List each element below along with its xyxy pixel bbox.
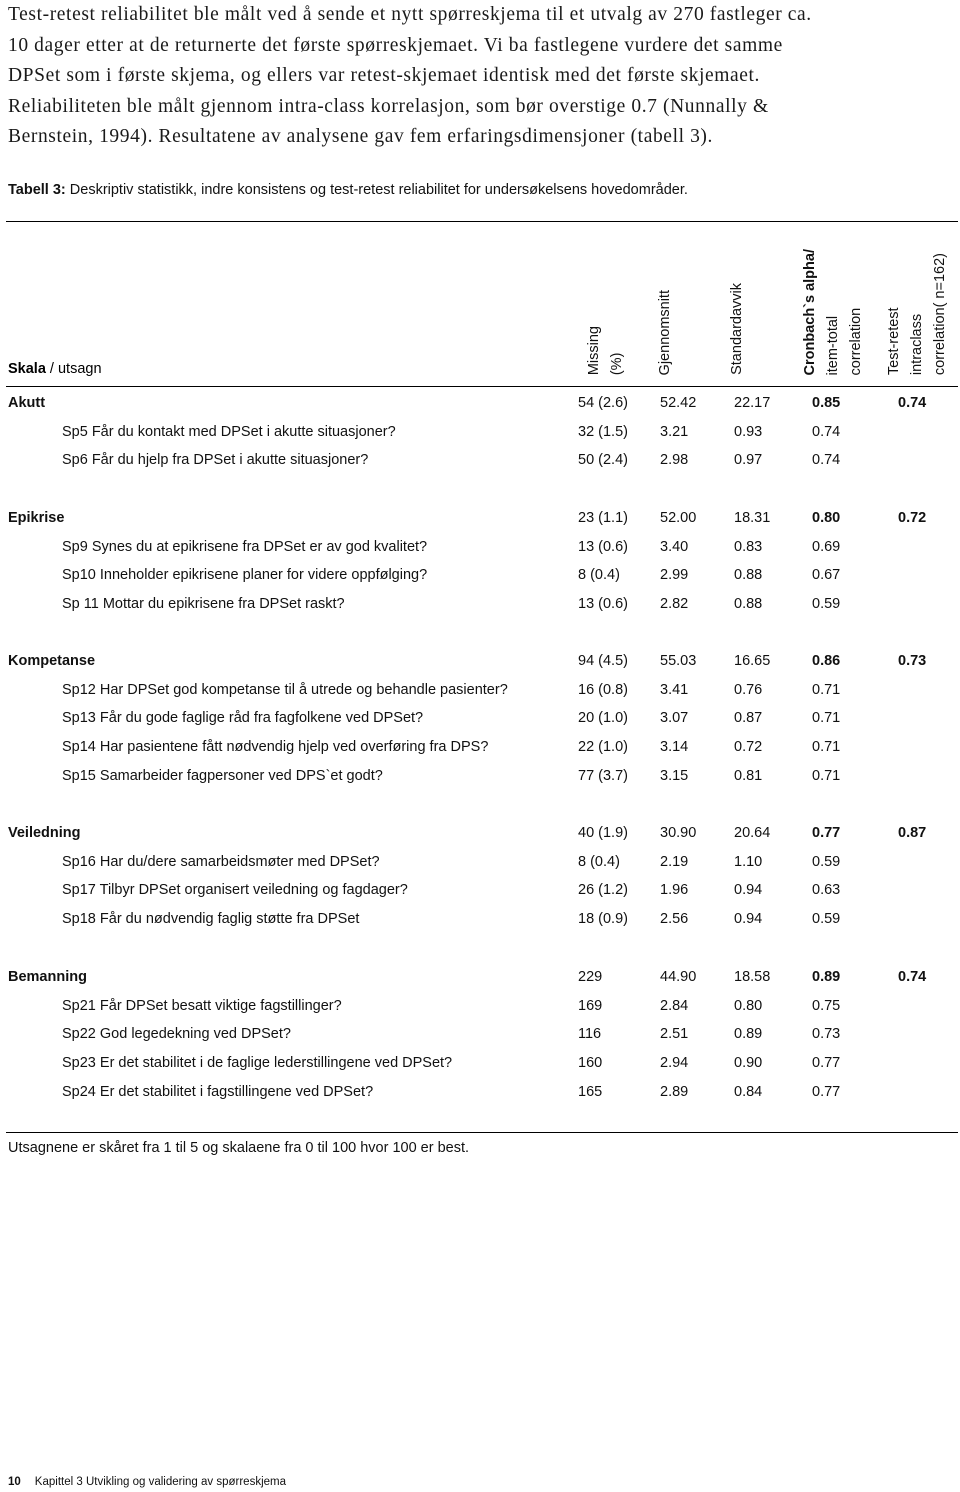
sd-cell: 0.81 <box>734 768 763 784</box>
item-statement: Sp24 Er det stabilitet i fagstillingene ved DPSet? <box>62 1084 374 1100</box>
alpha-cell: 0.59 <box>812 854 841 870</box>
item-statement: Sp14 Har pasientene fått nødvendig hjelp ved overføring fra DPS? <box>62 739 489 755</box>
mean-cell: 3.41 <box>660 682 689 698</box>
missing-cell: 165 <box>578 1084 603 1100</box>
scale-name: Epikrise <box>8 510 65 526</box>
item-row <box>0 564 960 586</box>
mean-cell: 52.00 <box>660 510 697 526</box>
alpha-cell: 0.59 <box>812 596 841 612</box>
sd-cell: 0.89 <box>734 1026 763 1042</box>
item-row <box>0 736 960 758</box>
mean-cell: 3.40 <box>660 539 689 555</box>
item-statement: Sp10 Inneholder epikrisene planer for videre oppfølging? <box>62 567 428 583</box>
header-icc-line: intraclass <box>909 313 925 375</box>
table-caption <box>8 180 953 200</box>
sd-cell: 18.31 <box>734 510 771 526</box>
mean-cell: 44.90 <box>660 969 697 985</box>
mean-cell: 2.94 <box>660 1055 689 1071</box>
missing-cell: 18 (0.9) <box>578 911 628 927</box>
intro-line: Bernstein, 1994). Resultatene av analysene gav fem erfaringsdimensjoner (tabell 3). <box>8 126 713 147</box>
alpha-cell: 0.75 <box>812 998 841 1014</box>
alpha-cell: 0.71 <box>812 768 841 784</box>
header-mean <box>654 290 677 375</box>
item-row <box>0 449 960 471</box>
alpha-cell: 0.77 <box>812 825 841 841</box>
item-statement: Sp17 Tilbyr DPSet organisert veiledning og fagdager? <box>62 882 408 898</box>
sd-cell: 0.88 <box>734 567 763 583</box>
missing-cell: 229 <box>578 969 603 985</box>
scale-row <box>0 507 960 529</box>
mean-cell: 2.84 <box>660 998 689 1014</box>
item-row <box>0 421 960 443</box>
header-skala: Skala <box>8 361 46 377</box>
item-statement: Sp22 God legedekning ved DPSet? <box>62 1026 291 1042</box>
mean-cell: 52.42 <box>660 395 697 411</box>
missing-cell: 13 (0.6) <box>578 539 628 555</box>
missing-cell: 23 (1.1) <box>578 510 628 526</box>
header-icc-line: Test-retest <box>886 307 902 375</box>
mean-cell: 2.89 <box>660 1084 689 1100</box>
item-statement: Sp 11 Mottar du epikrisene fra DPSet raskt? <box>62 596 345 612</box>
missing-cell: 94 (4.5) <box>578 653 628 669</box>
mean-cell: 3.21 <box>660 424 689 440</box>
alpha-cell: 0.73 <box>812 1026 841 1042</box>
header-alpha-line: correlation <box>848 307 864 375</box>
header-missing-line: Missing <box>586 325 602 375</box>
header-icc-line: correlation( n=162) <box>932 252 948 375</box>
item-statement: Sp9 Synes du at epikrisene fra DPSet er av god kvalitet? <box>62 539 428 555</box>
intro-line: Test-retest reliabilitet ble målt ved å sende et nytt spørreskjema til et utvalg av 270 fastleger ca. <box>8 4 812 25</box>
missing-cell: 169 <box>578 998 603 1014</box>
sd-cell: 18.58 <box>734 969 771 985</box>
header-sd-line: Standardavvik <box>729 283 745 375</box>
alpha-cell: 0.69 <box>812 539 841 555</box>
mean-cell: 2.98 <box>660 452 689 468</box>
sd-cell: 0.76 <box>734 682 763 698</box>
mean-cell: 2.51 <box>660 1026 689 1042</box>
alpha-cell: 0.80 <box>812 510 841 526</box>
header-alpha-line: item-total <box>825 315 841 375</box>
missing-cell: 22 (1.0) <box>578 739 628 755</box>
item-statement: Sp18 Får du nødvendig faglig støtte fra DPSet <box>62 911 360 927</box>
sd-cell: 0.88 <box>734 596 763 612</box>
header-utsagn: / utsagn <box>45 361 102 377</box>
item-row <box>0 1081 960 1103</box>
header-missing <box>583 326 629 375</box>
scale-row <box>0 966 960 988</box>
sd-cell: 0.93 <box>734 424 763 440</box>
scale-row <box>0 392 960 414</box>
missing-cell: 77 (3.7) <box>578 768 628 784</box>
item-statement: Sp21 Får DPSet besatt viktige fagstillinger? <box>62 998 342 1014</box>
icc-cell: 0.74 <box>898 395 927 411</box>
scale-name: Akutt <box>8 395 46 411</box>
sd-cell: 0.94 <box>734 911 763 927</box>
alpha-cell: 0.71 <box>812 710 841 726</box>
page-footer-text: Kapittel 3 Utvikling og validering av spørreskjema <box>34 1476 286 1488</box>
scale-name: Bemanning <box>8 969 87 985</box>
alpha-cell: 0.77 <box>812 1084 841 1100</box>
sd-cell: 16.65 <box>734 653 771 669</box>
missing-cell: 54 (2.6) <box>578 395 628 411</box>
alpha-cell: 0.74 <box>812 452 841 468</box>
scale-row <box>0 650 960 672</box>
alpha-cell: 0.85 <box>812 395 841 411</box>
item-row <box>0 707 960 729</box>
alpha-cell: 0.63 <box>812 882 841 898</box>
item-row <box>0 995 960 1017</box>
missing-cell: 26 (1.2) <box>578 882 628 898</box>
missing-cell: 40 (1.9) <box>578 825 628 841</box>
missing-cell: 160 <box>578 1055 603 1071</box>
mean-cell: 2.56 <box>660 911 689 927</box>
table-footnote: Utsagnene er skåret fra 1 til 5 og skalaene fra 0 til 100 hvor 100 er best. <box>8 1140 470 1156</box>
item-statement: Sp13 Får du gode faglige råd fra fagfolkene ved DPSet? <box>62 710 424 726</box>
item-row <box>0 1052 960 1074</box>
item-row <box>0 679 960 701</box>
alpha-cell: 0.74 <box>812 424 841 440</box>
icc-cell: 0.73 <box>898 653 927 669</box>
header-alpha-line: Cronbach`s alpha/ <box>802 248 818 375</box>
scale-name: Veiledning <box>8 825 81 841</box>
sd-cell: 0.84 <box>734 1084 763 1100</box>
page-number: 10 <box>8 1476 21 1488</box>
sd-cell: 0.97 <box>734 452 763 468</box>
missing-cell: 116 <box>578 1026 602 1042</box>
item-row <box>0 536 960 558</box>
item-row <box>0 593 960 615</box>
sd-cell: 0.87 <box>734 710 763 726</box>
header-alpha <box>799 249 868 376</box>
item-statement: Sp6 Får du hjelp fra DPSet i akutte situasjoner? <box>62 452 369 468</box>
scale-name: Kompetanse <box>8 653 96 669</box>
header-mean-line: Gjennomsnitt <box>657 289 673 375</box>
mean-cell: 2.99 <box>660 567 689 583</box>
sd-cell: 0.72 <box>734 739 763 755</box>
header-icc <box>883 253 952 375</box>
mean-cell: 30.90 <box>660 825 697 841</box>
sd-cell: 0.94 <box>734 882 763 898</box>
missing-cell: 16 (0.8) <box>578 682 628 698</box>
mean-cell: 3.15 <box>660 768 689 784</box>
item-row <box>0 1023 960 1045</box>
item-statement: Sp12 Har DPSet god kompetanse til å utrede og behandle pasienter? <box>62 682 508 698</box>
item-row <box>0 908 960 930</box>
mean-cell: 3.07 <box>660 710 689 726</box>
header-skala-utsagn <box>8 361 102 377</box>
item-row <box>0 879 960 901</box>
scale-row <box>0 822 960 844</box>
item-row <box>0 765 960 787</box>
intro-line: 10 dager etter at de returnerte det første spørreskjemaet. Vi ba fastlegene vurdere det samme <box>8 34 783 56</box>
intro-line: DPSet som i første skjema, og ellers var retest-skjemaet identisk med det første skjemaet. <box>8 65 761 86</box>
sd-cell: 0.83 <box>734 539 763 555</box>
alpha-cell: 0.77 <box>812 1055 841 1071</box>
icc-cell: 0.87 <box>898 825 927 841</box>
alpha-cell: 0.71 <box>812 739 841 755</box>
item-statement: Sp23 Er det stabilitet i de faglige lederstillingene ved DPSet? <box>62 1055 453 1071</box>
alpha-cell: 0.89 <box>812 969 841 985</box>
icc-cell: 0.74 <box>898 969 927 985</box>
item-row <box>0 851 960 873</box>
sd-cell: 1.10 <box>734 854 763 870</box>
icc-cell: 0.72 <box>898 510 927 526</box>
table-bottom-rule <box>6 1132 958 1133</box>
mean-cell: 1.96 <box>660 882 689 898</box>
sd-cell: 20.64 <box>734 825 771 841</box>
missing-cell: 20 (1.0) <box>578 710 628 726</box>
header-missing-line: (%) <box>609 352 625 375</box>
alpha-cell: 0.59 <box>812 911 841 927</box>
mean-cell: 2.19 <box>660 854 689 870</box>
mean-cell: 55.03 <box>660 653 697 669</box>
missing-cell: 13 (0.6) <box>578 596 628 612</box>
table-caption-text: Deskriptiv statistikk, indre konsistens og test-retest reliabilitet for undersøkelsens hovedområder. <box>65 182 688 198</box>
sd-cell: 0.90 <box>734 1055 763 1071</box>
mean-cell: 3.14 <box>660 739 689 755</box>
page-footer <box>8 1476 286 1488</box>
intro-line: Reliabiliteten ble målt gjennom intra-class korrelasjon, som bør overstige 0.7 (Nunnally & <box>8 95 769 117</box>
mean-cell: 2.82 <box>660 596 689 612</box>
table-caption-label: Tabell 3: <box>8 182 66 198</box>
alpha-cell: 0.71 <box>812 682 841 698</box>
missing-cell: 32 (1.5) <box>578 424 628 440</box>
missing-cell: 8 (0.4) <box>578 567 620 583</box>
table-top-rule <box>6 221 958 222</box>
missing-cell: 50 (2.4) <box>578 452 628 468</box>
item-statement: Sp5 Får du kontakt med DPSet i akutte situasjoner? <box>62 424 396 440</box>
item-statement: Sp15 Samarbeider fagpersoner ved DPS`et godt? <box>62 768 383 784</box>
alpha-cell: 0.67 <box>812 567 841 583</box>
header-bottom-rule <box>6 386 958 387</box>
intro-paragraph <box>8 0 953 153</box>
sd-cell: 22.17 <box>734 395 771 411</box>
item-statement: Sp16 Har du/dere samarbeidsmøter med DPSet? <box>62 854 380 870</box>
alpha-cell: 0.86 <box>812 653 841 669</box>
missing-cell: 8 (0.4) <box>578 854 620 870</box>
sd-cell: 0.80 <box>734 998 763 1014</box>
header-sd <box>726 283 749 375</box>
